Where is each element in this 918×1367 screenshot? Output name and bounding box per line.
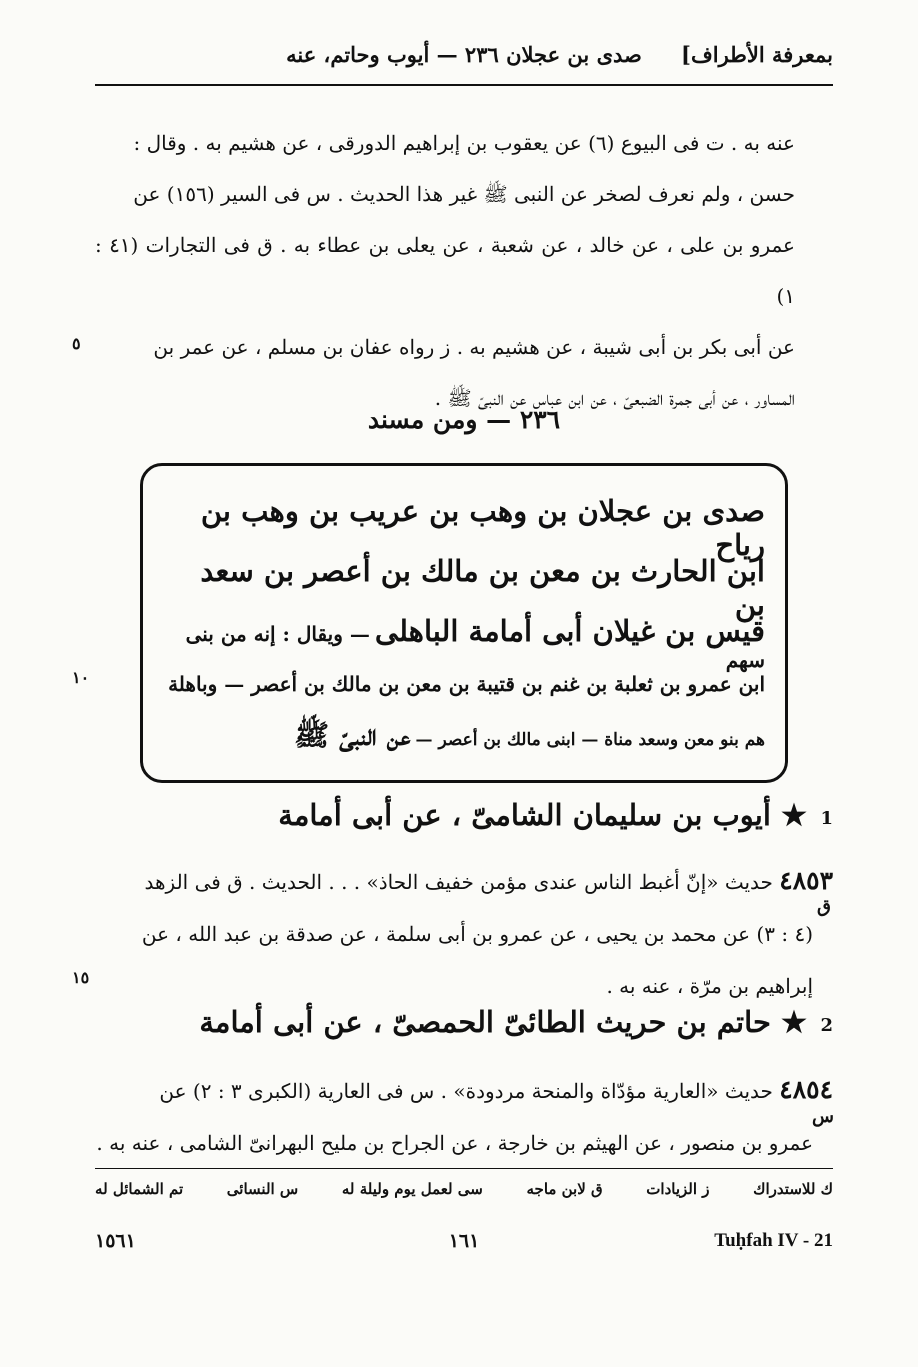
siglum-key-item: تم الشمائل له — [95, 1180, 184, 1198]
intro-line: عمرو بن على ، عن خالد ، عن شعبة ، عن يعلى بن عطاء به . ق فى التجارات (٤١ : ١) — [95, 233, 795, 308]
siglum-key-item: ق لابن ماجه — [526, 1180, 603, 1198]
hadith-text: حديث «إنّ أغبط الناس عندى مؤمن خفيف الحاذ» . . . الحديث . ق فى الزهد — [144, 870, 773, 894]
intro-line: حسن ، ولم نعرف لصخر عن النبى ﷺ غير هذا الحديث . س فى السير (١٥٦) عن — [133, 182, 795, 206]
hadith-number: ٤٨٥٤ — [779, 1075, 833, 1104]
siglum-key-item: س النسائى — [226, 1180, 299, 1198]
siglum-key-item: ك للاستدراك — [753, 1180, 833, 1198]
margin-line-number-10: ١٠ — [72, 668, 90, 687]
intro-line: عن أبى بكر بن أبى شيبة ، عن هشيم به . ز رواه عفان بن مسلم ، عن عمر بن — [153, 335, 795, 359]
siglum-key — [95, 1180, 833, 1210]
narrator-heading: ★ أيوب بن سليمان الشامىّ ، عن أبى أمامة — [278, 798, 807, 832]
intro-line: عنه به . ت فى البيوع (٦) عن يعقوب بن إبراهيم الدورقى ، عن هشيم به . وقال : — [133, 131, 795, 155]
page-footer — [95, 1230, 833, 1260]
narrator-entry-2 — [95, 1005, 833, 1039]
intro-line: المساور ، عن أبى جمرة الضبعىّ ، عن ابن عباس عن النبىّ ﷺ . — [434, 386, 795, 410]
hadith-entry-4853 — [95, 855, 833, 1012]
hadith-line — [95, 855, 833, 908]
hadith-text: حديث «العارية مؤدّاة والمنحة مردودة» . س فى العارية (الكبرى ٣ : ٢) عن — [159, 1079, 773, 1103]
intro-paragraph — [95, 118, 795, 424]
frame-line-5-note: هم بنو معن وسعد مناة — ابنى مالك بن أعصر — — [415, 730, 765, 750]
hadith-siglum: س — [812, 1106, 834, 1127]
header-center-text: صدى بن عجلان ٢٣٦ — أيوب وحاتم، عنه — [286, 42, 642, 67]
margin-line-number-15: ١٥ — [72, 968, 90, 987]
frame-line-5-name: عن النبىّ ﷺ — [294, 718, 411, 752]
frame-line-4: ابن عمرو بن ثعلبة بن غنم بن قتيبة بن معن بن مالك بن أعصر — وباهلة — [168, 672, 765, 696]
header-right-text: بمعرفة الأطراف] — [681, 42, 833, 67]
narrator-entry-1 — [95, 798, 833, 832]
hadith-line — [95, 1064, 833, 1117]
footer-rule — [95, 1168, 833, 1169]
hadith-line: عمرو بن منصور ، عن الهيثم بن خارجة ، عن الجراح بن مليح البهرانىّ الشامى ، عنه به . — [96, 1131, 813, 1155]
entry-number: 1 — [820, 808, 833, 829]
frame-line-3-note: — ويقال : إنه من بنى سهم — [185, 622, 765, 672]
frame-line-5 — [163, 718, 765, 760]
siglum-key-item: ز الزيادات — [646, 1180, 710, 1198]
hadith-number: ٤٨٥٣ — [779, 866, 833, 895]
hadith-line: إبراهيم بن مرّة ، عنه به . — [606, 974, 813, 998]
volume-marker: ١٥٦١ — [95, 1230, 136, 1252]
frame-line-3-name: قيس بن غيلان أبى أمامة الباهلى — [374, 614, 765, 648]
hadith-siglum: ق — [817, 896, 831, 917]
frame-line-2: ابن الحارث بن معن بن مالك بن أعصر بن سعد بن — [200, 554, 765, 622]
running-header — [95, 40, 833, 80]
hadith-entry-4854 — [95, 1064, 833, 1169]
frame-line-1: صدى بن عجلان بن وهب بن عريب بن وهب بن رياح — [200, 494, 765, 562]
siglum-key-item: سى لعمل يوم وليلة له — [341, 1180, 483, 1198]
entry-number: 2 — [820, 1015, 833, 1036]
header-rule — [95, 84, 833, 86]
margin-line-number-5: ٥ — [72, 334, 81, 353]
narrator-heading: ★ حاتم بن حريث الطائىّ الحمصىّ ، عن أبى أمامة — [199, 1005, 807, 1039]
page-number: ١٦١ — [448, 1230, 480, 1252]
biography-frame — [140, 463, 788, 783]
signature-mark: Tuḥfah IV - 21 — [714, 1230, 833, 1251]
section-title: ٢٣٦ — ومن مسند — [367, 405, 561, 434]
frame-line-3 — [163, 614, 765, 672]
hadith-line: (٤ : ٣) عن محمد بن يحيى ، عن عمرو بن أبى سلمة ، عن صدقة بن عبد الله ، عن — [141, 922, 813, 946]
